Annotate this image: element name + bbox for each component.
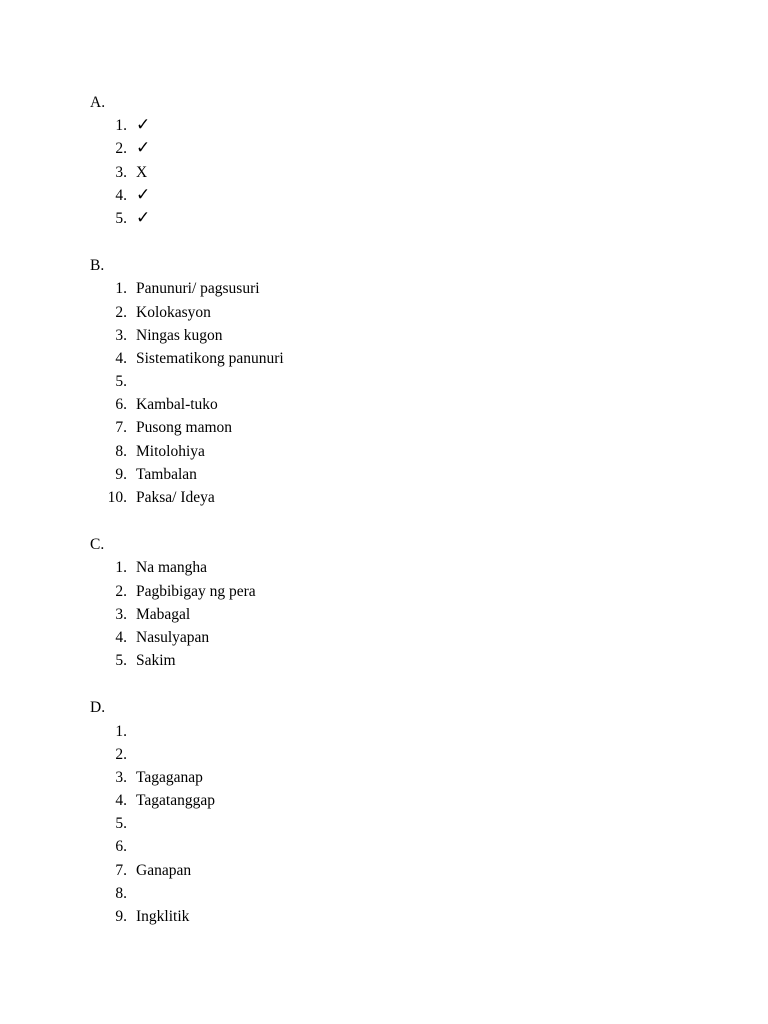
- item-number: 3.: [115, 326, 127, 344]
- list-item: [0, 370, 768, 393]
- section-label: D.: [90, 699, 106, 717]
- section-label: C.: [90, 536, 105, 554]
- answer-list: [0, 556, 768, 672]
- section-label: B.: [90, 257, 105, 275]
- item-number: 1.: [115, 722, 127, 740]
- list-item: [0, 301, 768, 324]
- list-item: [0, 812, 768, 835]
- item-text: Sistematikong panunuri: [136, 349, 284, 367]
- list-item: [0, 463, 768, 486]
- section-c: [0, 533, 768, 672]
- item-text: Mabagal: [136, 605, 191, 623]
- list-item: [0, 184, 768, 207]
- list-item: [0, 161, 768, 184]
- item-number: 7.: [115, 861, 127, 879]
- list-item: [0, 393, 768, 416]
- list-item: [0, 440, 768, 463]
- item-number: 3.: [115, 605, 127, 623]
- checkmark-icon: ✓: [136, 138, 151, 159]
- list-item: [0, 720, 768, 743]
- item-number: 4.: [115, 628, 127, 646]
- list-item: [0, 324, 768, 347]
- list-item: [0, 556, 768, 579]
- item-text: Nasulyapan: [136, 628, 210, 646]
- list-item: [0, 766, 768, 789]
- item-number: 2.: [115, 140, 127, 158]
- section-b: [0, 254, 768, 509]
- section-label: A.: [90, 94, 106, 111]
- list-item: [0, 743, 768, 766]
- item-text: Kambal-tuko: [136, 396, 218, 414]
- item-number: 7.: [115, 419, 127, 437]
- list-item: [0, 649, 768, 672]
- item-number: 10.: [107, 489, 127, 506]
- list-item: [0, 277, 768, 300]
- document-page: [0, 91, 768, 952]
- item-number: 5.: [115, 209, 127, 227]
- answer-list: [0, 114, 768, 230]
- item-text: Tagaganap: [136, 768, 203, 786]
- list-item: [0, 347, 768, 370]
- section-d: [0, 696, 768, 928]
- item-text: Kolokasyon: [136, 303, 211, 321]
- item-number: 8.: [115, 884, 127, 902]
- list-item: [0, 580, 768, 603]
- item-text: Panunuri/ pagsusuri: [136, 280, 260, 298]
- item-text: Ganapan: [136, 861, 192, 879]
- item-number: 8.: [115, 442, 127, 460]
- cross-mark: X: [136, 163, 148, 181]
- list-item: [0, 882, 768, 905]
- list-item: [0, 859, 768, 882]
- item-number: 2.: [115, 303, 127, 321]
- item-number: 9.: [115, 908, 127, 925]
- item-text: Tambalan: [136, 465, 197, 483]
- item-number: 3.: [115, 768, 127, 786]
- item-number: 3.: [115, 163, 127, 181]
- item-text: Mitolohiya: [136, 442, 205, 460]
- item-text: Pagbibigay ng pera: [136, 582, 256, 600]
- item-number: 1.: [115, 559, 127, 577]
- list-item: [0, 137, 768, 160]
- list-item: [0, 207, 768, 230]
- list-item: [0, 603, 768, 626]
- checkmark-icon: ✓: [136, 207, 151, 228]
- item-number: 4.: [115, 349, 127, 367]
- list-item: [0, 905, 768, 928]
- item-number: 9.: [115, 465, 127, 483]
- checkmark-icon: ✓: [136, 115, 151, 136]
- item-number: 6.: [115, 396, 127, 414]
- list-item: [0, 835, 768, 858]
- list-item: [0, 486, 768, 509]
- item-number: 5.: [115, 815, 127, 833]
- checkmark-icon: ✓: [136, 184, 151, 205]
- list-item: [0, 626, 768, 649]
- item-number: 5.: [115, 652, 127, 670]
- item-text: Paksa/ Ideya: [136, 489, 215, 506]
- item-number: 1.: [115, 280, 127, 298]
- list-item: [0, 114, 768, 137]
- item-text: Sakim: [136, 652, 176, 670]
- item-number: 2.: [115, 745, 127, 763]
- item-number: 6.: [115, 838, 127, 856]
- section-a: [0, 91, 768, 230]
- list-item: [0, 416, 768, 439]
- item-number: 4.: [115, 792, 127, 810]
- answer-list: [0, 720, 768, 929]
- item-text: Na mangha: [136, 559, 208, 577]
- answer-list: [0, 277, 768, 509]
- item-text: Ingklitik: [136, 908, 190, 925]
- list-item: [0, 789, 768, 812]
- item-text: Pusong mamon: [136, 419, 233, 437]
- item-number: 4.: [115, 186, 127, 204]
- item-number: 1.: [115, 117, 127, 135]
- item-number: 5.: [115, 373, 127, 391]
- item-number: 2.: [115, 582, 127, 600]
- item-text: Ningas kugon: [136, 326, 223, 344]
- item-text: Tagatanggap: [136, 792, 215, 810]
